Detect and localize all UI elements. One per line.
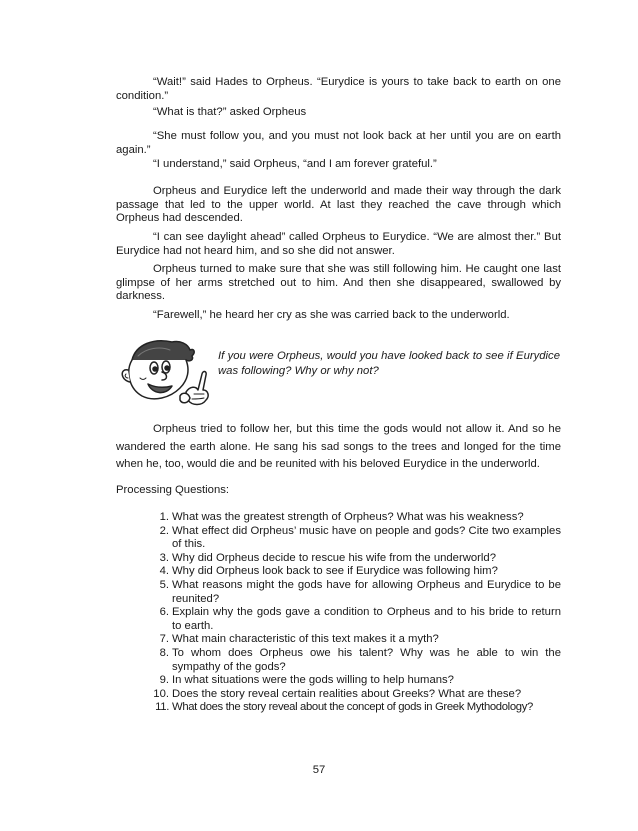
reflection-question: If you were Orpheus, would you have looked back to see if Eurydice was following? Why or why not?	[218, 350, 560, 377]
question-text: What reasons might the gods have for allowing Orpheus and Eurydice to be reunited?	[172, 578, 561, 605]
story-ending-paragraph: Orpheus tried to follow her, but this time the gods would not allow it. And so he wandered the earth alone. He sang his sad songs to the trees and longed for the time when he, too, would die and be reunited with his beloved Eurydice in the underworld.	[116, 423, 561, 470]
story-paragraph: “Farewell,” he heard her cry as she was carried back to the underworld.	[153, 309, 510, 321]
question-text: What does the story reveal about the concept of gods in Greek Mythodology?	[172, 701, 533, 714]
page-number: 57	[312, 764, 326, 776]
question-number: 11.	[155, 701, 169, 714]
question-number: 5.	[159, 578, 169, 591]
question-number: 4.	[159, 565, 169, 578]
processing-questions-heading: Processing Questions:	[116, 484, 230, 496]
question-number: 6.	[159, 606, 169, 619]
question-number: 2.	[159, 524, 169, 537]
story-paragraph: “I can see daylight ahead” called Orpheus to Eurydice. “We are almost ther.” But Eurydice had not heard him, and so she did not answer.	[116, 231, 561, 257]
list-item	[150, 647, 561, 674]
list-item	[150, 565, 561, 579]
story-paragraph: Orpheus turned to make sure that she was still following him. He caught one last glimpse of her arms stretched out to him. And then she disappeared, swallowed by darkness.	[116, 263, 561, 303]
question-number: 9.	[159, 674, 169, 687]
story-paragraph: “Wait!” said Hades to Orpheus. “Eurydice is yours to take back to earth on one condition.”	[116, 76, 561, 102]
question-text: To whom does Orpheus owe his talent? Why was he able to win the sympathy of the gods?	[172, 646, 561, 673]
list-item	[150, 511, 561, 525]
question-number: 1.	[159, 511, 169, 523]
cartoon-boy-pointing-figure	[110, 336, 216, 408]
question-text: What main characteristic of this text makes it a myth?	[172, 633, 439, 646]
question-number: 10.	[153, 687, 169, 700]
list-item	[150, 674, 561, 688]
list-item	[150, 688, 561, 702]
story-paragraph: “What is that?” asked Orpheus	[153, 106, 307, 118]
list-item	[150, 633, 561, 647]
story-paragraph: Orpheus and Eurydice left the underworld and made their way through the dark passage that led to the upper world. At last they reached the cave through which Orpheus had descended.	[116, 185, 561, 225]
question-text: Why did Orpheus look back to see if Eurydice was following him?	[172, 565, 498, 578]
question-number: 3.	[159, 551, 169, 564]
story-paragraph: “She must follow you, and you must not look back at her until you are on earth again.”	[116, 130, 561, 156]
list-item	[150, 579, 561, 606]
question-text: What effect did Orpheus’ music have on people and gods? Cite two examples of this.	[172, 524, 561, 551]
cartoon-boy-illustration	[110, 336, 216, 408]
list-item	[150, 606, 561, 633]
list-item	[150, 701, 561, 715]
question-number: 7.	[159, 633, 169, 646]
question-text: In what situations were the gods willing to help humans?	[172, 674, 454, 687]
processing-questions-list	[150, 511, 561, 715]
story-paragraph: “I understand,” said Orpheus, “and I am forever grateful.”	[153, 158, 437, 170]
list-item	[150, 525, 561, 552]
question-text: What was the greatest strength of Orpheus? What was his weakness?	[172, 511, 524, 523]
question-text: Explain why the gods gave a condition to Orpheus and to his bride to return to earth.	[172, 606, 561, 632]
question-text: Why did Orpheus decide to rescue his wife from the underworld?	[172, 551, 497, 564]
question-number: 8.	[159, 646, 169, 659]
list-item	[150, 552, 561, 566]
question-text: Does the story reveal certain realities about Greeks? What are these?	[172, 687, 522, 700]
